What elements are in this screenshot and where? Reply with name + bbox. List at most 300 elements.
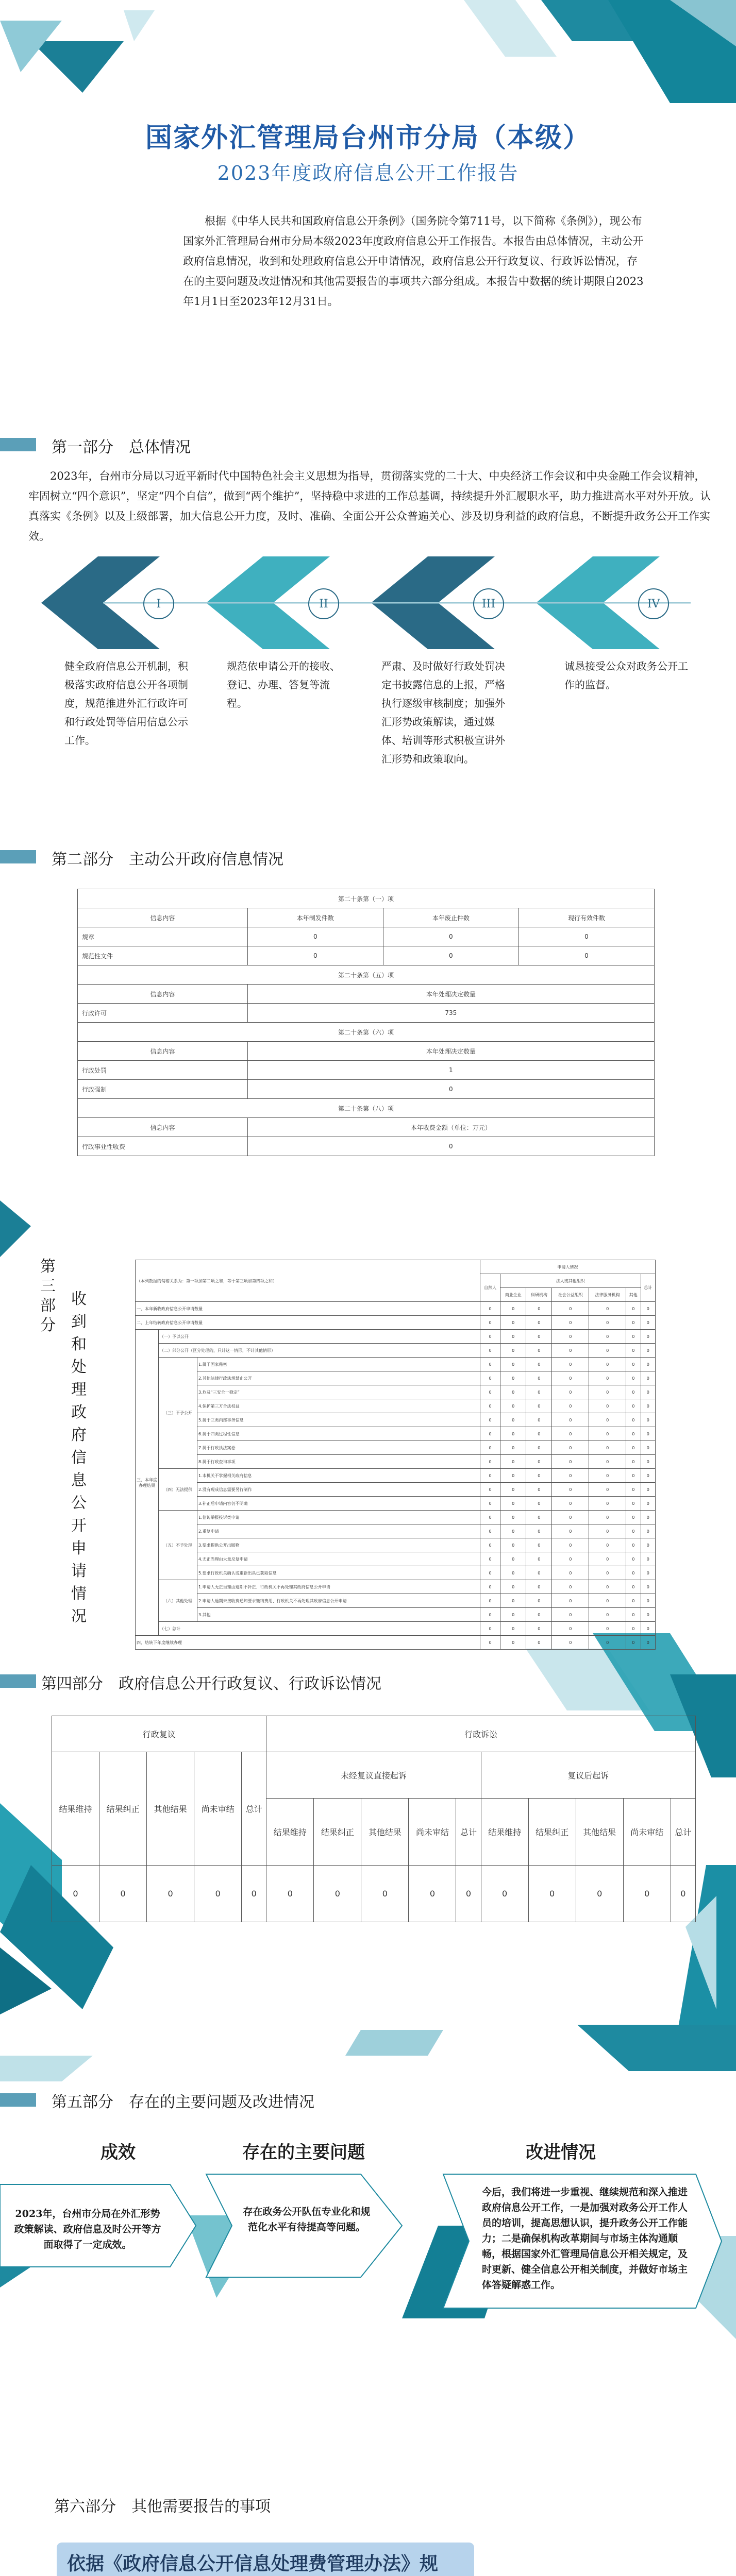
p3-cell: 0: [552, 1330, 589, 1344]
p4-value: 0: [52, 1866, 99, 1922]
p3-cell: 0: [526, 1385, 552, 1399]
p3-cell: 0: [526, 1552, 552, 1566]
review-header: 行政复议: [52, 1716, 266, 1752]
p3-cell: 0: [500, 1441, 526, 1455]
p3-cell: 0: [552, 1385, 589, 1399]
p3-cell: 0: [500, 1413, 526, 1427]
p3-row-label: 3.补正后申请内容仍不明确: [197, 1497, 480, 1511]
step-3-number: III: [473, 588, 504, 619]
p3-cell: 0: [589, 1385, 626, 1399]
p4-value: 0: [266, 1866, 314, 1922]
p3-cell: 0: [626, 1385, 641, 1399]
p3-cell: 0: [589, 1316, 626, 1330]
part2-heading: 第二部分 主动公开政府信息情况: [52, 851, 283, 869]
p3-cell: 0: [641, 1413, 656, 1427]
p3-cell: 0: [589, 1566, 626, 1580]
p3-cell: 0: [641, 1524, 656, 1538]
step-1-text: 健全政府信息公开机制，积极落实政府信息公开各项制度，规范推进外汇行政许可和行政处罚等信用信息公示工作。: [64, 660, 188, 747]
report-title: 国家外汇管理局台州市分局（本级）: [145, 122, 591, 154]
s1-header-3: 现行有效件数: [518, 908, 654, 927]
p3-cell: 0: [500, 1497, 526, 1511]
p3-cell: 0: [526, 1316, 552, 1330]
s3-title: 第二十条第（六）项: [78, 1023, 655, 1042]
p3-cell: 0: [589, 1455, 626, 1469]
p3-row-label: 4.无正当理由大量反复申请: [197, 1552, 480, 1566]
table-row: [136, 1538, 656, 1552]
p3-cell: 0: [552, 1497, 589, 1511]
p3-cell: 0: [589, 1427, 626, 1441]
p3-cell: 0: [480, 1497, 500, 1511]
p3-cell: 0: [641, 1427, 656, 1441]
part1-heading: 第一部分 总体情况: [52, 438, 191, 456]
table-row: [136, 1441, 656, 1455]
s3-header-1: 本年处理决定数量: [247, 1042, 654, 1061]
col1-title: 成效: [101, 2142, 136, 2163]
p3-cell: 0: [552, 1608, 589, 1622]
p3-cell: 0: [526, 1469, 552, 1483]
p4-value: 0: [481, 1866, 528, 1922]
p3-cell: 0: [641, 1552, 656, 1566]
p3-cell: 0: [589, 1538, 626, 1552]
p3-cell: 0: [500, 1594, 526, 1608]
p3-cell: 0: [480, 1413, 500, 1427]
p3-row-label: 2.申请人逾期未按收费通知要求缴纳费用、行政机关不再处理其政府信息公开申请: [197, 1594, 480, 1608]
s4-row0-label: 行政事业性收费: [78, 1137, 248, 1156]
p3-cell: 0: [480, 1371, 500, 1385]
s1-row0-v2: 0: [383, 927, 518, 946]
p3-cell: 0: [552, 1316, 589, 1330]
p3-cell: 0: [552, 1580, 589, 1594]
part1-paragraph: 2023年，台州市分局以习近平新时代中国特色社会主义思想为指导，贯彻落实党的二十大、中央经济工作会议和中央金融工作会议精神，牢固树立“四个意识”，坚定“四个自信”，做到“两个维护”，坚持稳中求进的工作总基调，持续提升外汇履职水平，助力推进高水平对外开放。认真落实《条例》以及上级部署，加大信息公开力度，及时、准确、全面公开公众普遍关心、涉及切身利益的政府信息，不断提升政务公开工作实效。: [28, 470, 711, 543]
p3-row-label: 二、上年结转政府信息公开申请数量: [136, 1316, 480, 1330]
not-reviewed-header: 未经复议直接起诉: [266, 1752, 481, 1799]
p3-cell: 0: [589, 1524, 626, 1538]
s3-row1-value: 0: [247, 1080, 654, 1099]
table-row: [136, 1455, 656, 1469]
part4-heading: 第四部分 政府信息公开行政复议、行政诉讼情况: [41, 1675, 381, 1693]
p3-cell: 0: [500, 1371, 526, 1385]
applicant-header: 申请人情况: [480, 1260, 655, 1274]
p3-cell: 0: [552, 1399, 589, 1413]
p3-cell: 0: [552, 1511, 589, 1524]
p3-row-label: 2.其他法律行政法规禁止公开: [197, 1371, 480, 1385]
p3-cell: 0: [589, 1511, 626, 1524]
s1-row0-label: 规章: [78, 927, 248, 946]
p3-cell: 0: [500, 1330, 526, 1344]
p3-row-label: 2.没有现成信息需要另行制作: [197, 1483, 480, 1497]
p3-cell: 0: [552, 1413, 589, 1427]
p3-cell: 0: [526, 1358, 552, 1371]
p3-cell: 0: [641, 1399, 656, 1413]
p3-cell: 0: [589, 1469, 626, 1483]
p3-cell: 0: [500, 1427, 526, 1441]
p3-cell: 0: [641, 1344, 656, 1358]
p3-cell: 0: [552, 1524, 589, 1538]
table-row: [136, 1622, 656, 1636]
p3-cell: 0: [641, 1622, 656, 1636]
s2-row0-label: 行政许可: [78, 1004, 248, 1023]
p3-cell: 0: [480, 1441, 500, 1455]
p3-cell: 0: [626, 1636, 641, 1650]
p3-row-label: 四、结转下年度继续办理: [136, 1636, 480, 1650]
p3-cell: 0: [500, 1358, 526, 1371]
p3-cell: 0: [500, 1636, 526, 1650]
legal-header: 法人或其他组织: [500, 1274, 641, 1288]
s2-row0-value: 735: [247, 1004, 654, 1023]
p3-row-label: 6.属于四类过程性信息: [197, 1427, 480, 1441]
p3-cell: 0: [626, 1469, 641, 1483]
p3-cell: 0: [641, 1316, 656, 1330]
table-row: [136, 1316, 656, 1330]
p3-row-label: 3.要求提供公开出版物: [197, 1538, 480, 1552]
s1-row0-v1: 0: [247, 927, 383, 946]
p3-cell: 0: [589, 1413, 626, 1427]
p3-cell: 0: [589, 1483, 626, 1497]
part2-heading-bar: [0, 850, 36, 863]
result-subgroup-label: （三）不予公开: [159, 1358, 197, 1469]
lit-a-col-0: 结果维持: [266, 1799, 314, 1866]
p3-cell: 0: [526, 1566, 552, 1580]
p3-cell: 0: [526, 1511, 552, 1524]
p3-cell: 0: [626, 1524, 641, 1538]
lit-a-col-4: 总计: [456, 1799, 481, 1866]
p3-row-label: （七）总计: [159, 1622, 480, 1636]
p3-cell: 0: [500, 1538, 526, 1552]
p4-value: 0: [194, 1866, 242, 1922]
p3-cell: 0: [626, 1511, 641, 1524]
p3-cell: 0: [500, 1385, 526, 1399]
s2-title: 第二十条第（五）项: [78, 965, 655, 985]
header-decoration: [0, 0, 736, 124]
review-col-0: 结果维持: [52, 1752, 99, 1866]
p3-cell: 0: [589, 1358, 626, 1371]
p3-cell: 0: [526, 1441, 552, 1455]
p4-value: 0: [314, 1866, 361, 1922]
p3-cell: 0: [526, 1524, 552, 1538]
p3-cell: 0: [626, 1552, 641, 1566]
col-label-2: 社会公益组织: [552, 1288, 589, 1302]
p3-cell: 0: [552, 1302, 589, 1316]
p3-cell: 0: [641, 1358, 656, 1371]
p3-cell: 0: [526, 1427, 552, 1441]
table-row: [136, 1344, 656, 1358]
step-2-text: 规范依申请公开的接收、登记、办理、答复等流程。: [227, 660, 340, 709]
p3-row-label: 7.属于行政执法案卷: [197, 1441, 480, 1455]
p3-cell: 0: [500, 1552, 526, 1566]
p3-cell: 0: [526, 1538, 552, 1552]
p3-cell: 0: [526, 1330, 552, 1344]
s2-header-0: 信息内容: [78, 985, 248, 1004]
s1-row1-label: 规范性文件: [78, 946, 248, 965]
p3-row-label: 5.属于三类内部事务信息: [197, 1413, 480, 1427]
p3-cell: 0: [589, 1622, 626, 1636]
p3-cell: 0: [641, 1497, 656, 1511]
step-4-text: 诚恳接受公众对政务公开工作的监督。: [564, 660, 688, 691]
p3-row-label: 5.要求行政机关确认或重新出具已获取信息: [197, 1566, 480, 1580]
p3-cell: 0: [626, 1371, 641, 1385]
p3-cell: 0: [500, 1608, 526, 1622]
p3-cell: 0: [480, 1511, 500, 1524]
p3-cell: 0: [552, 1427, 589, 1441]
s3-row0-value: 1: [247, 1061, 654, 1080]
p4-value: 0: [528, 1866, 576, 1922]
p3-cell: 0: [480, 1358, 500, 1371]
col2-text: 存在政务公开队伍专业化和规范化水平有待提高等问题。: [243, 2206, 371, 2233]
s1-row1-v1: 0: [247, 946, 383, 965]
table-row: [136, 1580, 656, 1594]
p3-cell: 0: [626, 1316, 641, 1330]
p3-cell: 0: [626, 1622, 641, 1636]
table-row: [136, 1511, 656, 1524]
p3-cell: 0: [500, 1580, 526, 1594]
p3-cell: 0: [480, 1344, 500, 1358]
table-row: [136, 1358, 656, 1371]
p3-cell: 0: [480, 1524, 500, 1538]
table-row: [136, 1497, 656, 1511]
p4-value: 0: [456, 1866, 481, 1922]
part3-left-decoration: [0, 1200, 36, 1262]
p3-cell: 0: [641, 1330, 656, 1344]
part4-table: [52, 1716, 696, 1922]
p3-row-label: 1.申请人无正当理由逾期不补正、行政机关不再处理其政府信息公开申请: [197, 1580, 480, 1594]
part3-table: [135, 1260, 656, 1650]
step-4-number: IV: [638, 588, 669, 619]
col2-title: 存在的主要问题: [242, 2142, 365, 2163]
p3-cell: 0: [526, 1371, 552, 1385]
p3-cell: 0: [626, 1413, 641, 1427]
p3-cell: 0: [552, 1455, 589, 1469]
p3-row-label: 2.重复申请: [197, 1524, 480, 1538]
p3-cell: 0: [641, 1511, 656, 1524]
p3-cell: 0: [626, 1441, 641, 1455]
part3-heading-text: 收到和处理政府信息公开申请情况: [71, 1290, 87, 1625]
p3-cell: 0: [589, 1344, 626, 1358]
p3-cell: 0: [526, 1580, 552, 1594]
p3-cell: 0: [626, 1455, 641, 1469]
p3-cell: 0: [480, 1469, 500, 1483]
p3-row-label: 1.信访举报投诉类申请: [197, 1511, 480, 1524]
step-1-number: I: [143, 588, 174, 619]
p3-cell: 0: [589, 1594, 626, 1608]
p3-cell: 0: [626, 1497, 641, 1511]
s2-header-1: 本年处理决定数量: [247, 985, 654, 1004]
p3-cell: 0: [480, 1483, 500, 1497]
step-3-text: 严肃、及时做好行政处罚决定书披露信息的上报，严格执行逐级审核制度；加强外汇形势政策解读，通过媒体、培训等形式积极宣讲外汇形势和政策取向。: [381, 660, 505, 765]
part6-heading: 第六部分 其他需要报告的事项: [54, 2498, 271, 2516]
lit-a-col-1: 结果纠正: [314, 1799, 361, 1866]
p3-cell: 0: [589, 1552, 626, 1566]
p3-cell: 0: [526, 1636, 552, 1650]
lit-b-col-1: 结果纠正: [528, 1799, 576, 1866]
p3-cell: 0: [552, 1594, 589, 1608]
p3-cell: 0: [589, 1580, 626, 1594]
review-col-3: 尚未审结: [194, 1752, 242, 1866]
step-2-number: II: [308, 588, 339, 619]
p3-cell: 0: [552, 1622, 589, 1636]
p3-cell: 0: [641, 1594, 656, 1608]
col3-title: 改进情况: [526, 2142, 596, 2163]
natural-person-header: 自然人: [480, 1274, 500, 1302]
p3-cell: 0: [626, 1330, 641, 1344]
p3-cell: 0: [589, 1302, 626, 1316]
review-col-1: 结果纠正: [99, 1752, 147, 1866]
p3-cell: 0: [500, 1566, 526, 1580]
table-row: [136, 1371, 656, 1385]
table-row: [136, 1330, 656, 1344]
p3-cell: 0: [500, 1302, 526, 1316]
p3-cell: 0: [641, 1455, 656, 1469]
result-subgroup-label: （四）无法提供: [159, 1469, 197, 1511]
p3-cell: 0: [641, 1441, 656, 1455]
p3-cell: 0: [526, 1455, 552, 1469]
report-subtitle: 2023年度政府信息公开工作报告: [217, 162, 519, 184]
p3-row-label: 3.危及“三安全一稳定”: [197, 1385, 480, 1399]
table-row: [136, 1566, 656, 1580]
p3-cell: 0: [526, 1608, 552, 1622]
p3-cell: 0: [500, 1399, 526, 1413]
p3-cell: 0: [641, 1608, 656, 1622]
p3-row-label: 1.属于国家秘密: [197, 1358, 480, 1371]
part2-table: [77, 889, 655, 1156]
s3-row1-label: 行政强制: [78, 1080, 248, 1099]
p3-cell: 0: [589, 1330, 626, 1344]
p3-cell: 0: [626, 1427, 641, 1441]
lit-b-col-3: 尚未审结: [623, 1799, 671, 1866]
table-row: [136, 1608, 656, 1622]
table-row: [136, 1524, 656, 1538]
p3-cell: 0: [626, 1483, 641, 1497]
p3-cell: 0: [500, 1483, 526, 1497]
p3-cell: 0: [552, 1371, 589, 1385]
table-row: [136, 1399, 656, 1413]
col-label-4: 其他: [626, 1288, 641, 1302]
p3-row-label: 一、本年新收政府信息公开申请数量: [136, 1302, 480, 1316]
col-label-3: 法律服务机构: [589, 1288, 626, 1302]
s1-header-0: 信息内容: [78, 908, 248, 927]
s4-row0-value: 0: [247, 1137, 654, 1156]
lit-a-col-2: 其他结果: [361, 1799, 409, 1866]
table-row: [136, 1385, 656, 1399]
p3-cell: 0: [480, 1316, 500, 1330]
p3-cell: 0: [552, 1469, 589, 1483]
p3-cell: 0: [500, 1469, 526, 1483]
p3-cell: 0: [500, 1622, 526, 1636]
p3-cell: 0: [480, 1566, 500, 1580]
intro-paragraph: 根据《中华人民共和国政府信息公开条例》（国务院令第711号，以下简称《条例》），现公布国家外汇管理局台州市分局本级2023年度政府信息公开工作报告。本报告由总体情况，主动公开政府信息情况，收到和处理政府信息公开申请情况，政府信息公开行政复议、行政诉讼情况，存在的主要问题及改进情况和其他需要报告的事项共六部分组成。本报告中数据的统计期限自2023年1月1日至2023年12月31日。: [183, 215, 644, 308]
p3-cell: 0: [480, 1330, 500, 1344]
part5-heading-bar: [0, 2093, 36, 2107]
p3-cell: 0: [552, 1441, 589, 1455]
p3-cell: 0: [552, 1344, 589, 1358]
p4-value: 0: [242, 1866, 266, 1922]
p3-cell: 0: [500, 1344, 526, 1358]
p3-cell: 0: [526, 1399, 552, 1413]
s4-header-0: 信息内容: [78, 1118, 248, 1137]
p3-cell: 0: [626, 1358, 641, 1371]
table-row: [136, 1427, 656, 1441]
p3-cell: 0: [626, 1608, 641, 1622]
part1-heading-bar: [0, 438, 36, 451]
table-row: [136, 1594, 656, 1608]
p3-cell: 0: [626, 1538, 641, 1552]
p4-value: 0: [147, 1866, 194, 1922]
s4-header-1: 本年收费金额（单位：万元）: [247, 1118, 654, 1137]
p3-row-label: （一）予以公开: [159, 1330, 480, 1344]
table-row: [136, 1636, 656, 1650]
p3-cell: 0: [480, 1594, 500, 1608]
p3-cell: 0: [480, 1636, 500, 1650]
total-header: 总计: [641, 1274, 656, 1302]
s1-title: 第二十条第（一）项: [78, 889, 655, 908]
p4-value: 0: [409, 1866, 456, 1922]
col3-text: 今后，我们将进一步重视、继续规范和深入推进政府信息公开工作，一是加强对政务公开工作人员的培训，提高思想认识，提升政务公开工作能力；二是确保机构改革期间与市场主体沟通顺畅，根据国家外汇管理局信息公开相关规定，及时更新、健全信息公开相关制度，并做好市场主体答疑解惑工作。: [482, 2187, 688, 2291]
part1-steps-band: [41, 546, 691, 659]
table-row: [136, 1483, 656, 1497]
p3-cell: 0: [480, 1552, 500, 1566]
p3-cell: 0: [641, 1483, 656, 1497]
p3-row-label: 4.保护第三方合法权益: [197, 1399, 480, 1413]
result-group-label: 三、本年度办理结果: [136, 1330, 159, 1636]
p3-cell: 0: [589, 1399, 626, 1413]
s3-row0-label: 行政处罚: [78, 1061, 248, 1080]
p3-cell: 0: [641, 1469, 656, 1483]
p3-cell: 0: [480, 1385, 500, 1399]
p4-value: 0: [623, 1866, 671, 1922]
p3-cell: 0: [480, 1538, 500, 1552]
part6-text: 依据《政府信息公开信息处理费管理办法》规: [67, 2553, 439, 2574]
s3-header-0: 信息内容: [78, 1042, 248, 1061]
p3-cell: 0: [480, 1427, 500, 1441]
p3-cell: 0: [552, 1483, 589, 1497]
p4-value: 0: [99, 1866, 147, 1922]
col1-text: 2023年，台州市分局在外汇形势政策解读、政府信息及时公开等方面取得了一定成效。: [14, 2208, 161, 2250]
p3-cell: 0: [589, 1636, 626, 1650]
lit-b-col-2: 其他结果: [576, 1799, 623, 1866]
p3-cell: 0: [480, 1399, 500, 1413]
p3-cell: 0: [641, 1385, 656, 1399]
p3-cell: 0: [526, 1594, 552, 1608]
p3-cell: 0: [641, 1538, 656, 1552]
p3-cell: 0: [552, 1636, 589, 1650]
part5-heading: 第五部分 存在的主要问题及改进情况: [52, 2093, 314, 2111]
p3-cell: 0: [526, 1302, 552, 1316]
p3-cell: 0: [589, 1497, 626, 1511]
p3-row-label: （二）部分公开（区分处理的，只计这一情形，不计其他情形）: [159, 1344, 480, 1358]
p3-cell: 0: [626, 1399, 641, 1413]
p3-cell: 0: [500, 1455, 526, 1469]
p3-cell: 0: [526, 1497, 552, 1511]
p3-cell: 0: [480, 1622, 500, 1636]
lit-a-col-3: 尚未审结: [409, 1799, 456, 1866]
lit-b-col-0: 结果维持: [481, 1799, 528, 1866]
p3-cell: 0: [480, 1608, 500, 1622]
part5-top-decoration: [0, 2025, 736, 2081]
p3-cell: 0: [552, 1566, 589, 1580]
p3-cell: 0: [526, 1622, 552, 1636]
s1-row0-v3: 0: [518, 927, 654, 946]
p3-cell: 0: [526, 1483, 552, 1497]
table-row: [136, 1469, 656, 1483]
table-row: [136, 1552, 656, 1566]
p4-value: 0: [361, 1866, 409, 1922]
p3-cell: 0: [589, 1371, 626, 1385]
p3-cell: 0: [526, 1344, 552, 1358]
p3-row-label: 1.本机关不掌握相关政府信息: [197, 1469, 480, 1483]
p3-cell: 0: [626, 1344, 641, 1358]
p3-cell: 0: [500, 1316, 526, 1330]
table-row: [136, 1302, 656, 1316]
s1-row1-v3: 0: [518, 946, 654, 965]
